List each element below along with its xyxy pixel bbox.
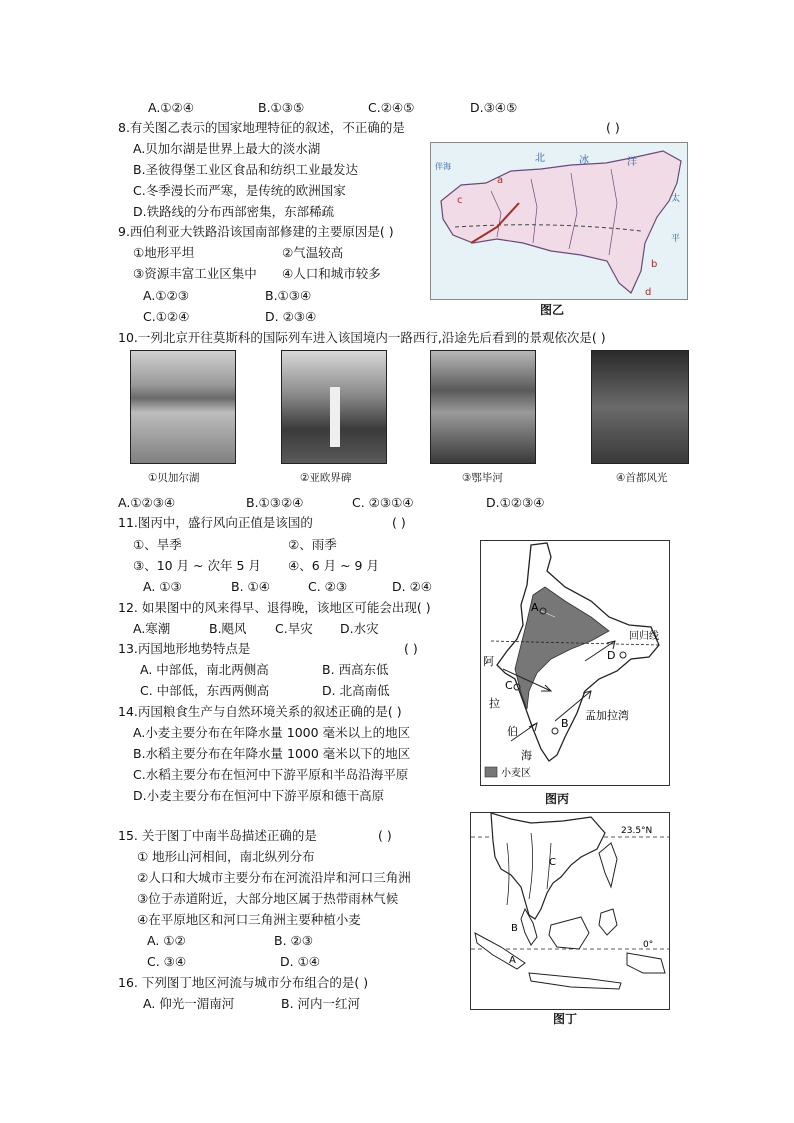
photo-caption-3: ③鄂毕河 xyxy=(462,472,503,484)
photo-europe-asia-monument xyxy=(281,350,387,464)
map-label-c: c xyxy=(457,195,463,206)
q9-option-d: D. ②③④ xyxy=(265,309,317,324)
ding-label-A: A xyxy=(509,955,516,966)
bing-label-C: C xyxy=(505,679,513,692)
map-label-ocean2: 冰 xyxy=(579,155,589,166)
q9-option-c: C.①②④ xyxy=(143,309,190,324)
q9-item-3: ③资源丰富工业区集中 xyxy=(133,266,257,281)
q11-item-3: ③、10 月 ~ 次年 5 月 xyxy=(133,558,261,573)
top-option-c: C.②④⑤ xyxy=(368,100,415,115)
q12-option-d: D.水灾 xyxy=(340,621,379,636)
top-option-d: D.③④⑤ xyxy=(470,100,518,115)
q8-option-b: B.圣彼得堡工业区食品和纺织工业最发达 xyxy=(133,162,359,177)
q15-item-4: ④在平原地区和河口三角洲主要种植小麦 xyxy=(137,912,361,927)
map-label-ocean1: 北 xyxy=(535,153,545,164)
bing-label-sea1: 阿 xyxy=(483,655,494,668)
q15-item-2: ②人口和大城市主要分布在河流沿岸和河口三角洲 xyxy=(137,870,411,885)
ding-label-equator: 0° xyxy=(643,940,654,950)
ding-label-tropic: 23.5°N xyxy=(621,826,653,836)
q11-stem: 11.图丙中，盛行风向正值是该国的 xyxy=(118,515,313,530)
q9-option-a: A.①②③ xyxy=(143,288,189,303)
q15-paren: ( ) xyxy=(378,828,392,843)
bing-label-A: A xyxy=(531,601,539,614)
russia-map-svg xyxy=(431,143,687,299)
figure-bing-caption: 图丙 xyxy=(545,792,570,806)
q8-stem: 8.有关图乙表示的国家地理特征的叙述，不正确的是 xyxy=(118,120,405,135)
top-option-b: B.①③⑤ xyxy=(258,100,305,115)
photo-ob-river xyxy=(430,350,536,464)
q14-option-d: D.小麦主要分布在恒河中下游平原和德干高原 xyxy=(133,788,385,803)
q9-stem: 9.西伯利亚大铁路沿该国南部修建的主要原因是( ) xyxy=(118,224,394,239)
q8-option-d: D.铁路线的分布西部密集，东部稀疏 xyxy=(133,204,335,219)
map-label-pac1: 太 xyxy=(671,194,681,204)
photo-capital-scenery xyxy=(591,350,689,464)
bing-label-sea3: 伯 xyxy=(507,725,518,738)
map-label-ocean3: 洋 xyxy=(627,157,637,168)
map-label-pac2: 平 xyxy=(671,234,681,244)
figure-ding-map xyxy=(470,812,670,1010)
bing-legend: 小麦区 xyxy=(501,768,531,779)
figure-ding-caption: 图丁 xyxy=(553,1012,578,1026)
q11-item-2: ②、雨季 xyxy=(288,537,337,552)
photo-caption-4: ④首都风光 xyxy=(616,472,668,484)
india-map-svg xyxy=(481,541,669,785)
q13-paren: ( ) xyxy=(404,641,418,656)
figure-yi-map xyxy=(430,142,688,300)
se-asia-map-svg xyxy=(471,813,669,1009)
q9-item-4: ④人口和城市较多 xyxy=(282,266,381,281)
q15-stem: 15. 关于图丁中南半岛描述正确的是 xyxy=(118,828,317,843)
q15-option-a: A. ①② xyxy=(147,933,186,948)
ding-label-B: B xyxy=(511,923,518,934)
bing-label-line: 回归线 xyxy=(629,631,659,642)
q8-option-a: A.贝加尔湖是世界上最大的淡水湖 xyxy=(133,141,321,156)
monument-shape xyxy=(330,387,340,447)
q10-option-b: B.①③②④ xyxy=(246,495,304,510)
q16-option-b: B. 河内一红河 xyxy=(281,996,361,1011)
q9-item-1: ①地形平坦 xyxy=(133,245,195,260)
q14-option-c: C.水稻主要分布在恒河中下游平原和半岛沿海平原 xyxy=(133,767,409,782)
ding-label-C: C xyxy=(549,857,556,868)
legend-swatch xyxy=(485,767,497,777)
q8-paren: ( ) xyxy=(606,120,620,135)
q12-option-a: A.寒潮 xyxy=(133,621,171,636)
q15-option-b: B. ②③ xyxy=(274,933,313,948)
q15-option-d: D. ①④ xyxy=(280,954,320,969)
q13-stem: 13.丙国地形地势特点是 xyxy=(118,641,251,656)
q12-option-c: C.旱灾 xyxy=(275,621,313,636)
q15-option-c: C. ③④ xyxy=(147,954,187,969)
q8-option-c: C.冬季漫长而严寒，是传统的欧洲国家 xyxy=(133,183,346,198)
q14-stem: 14.丙国粮食生产与自然环境关系的叙述正确的是( ) xyxy=(118,704,402,719)
q12-stem: 12. 如果图中的风来得早、退得晚，该地区可能会出现( ) xyxy=(118,600,431,615)
q13-option-a: A. 中部低，南北两侧高 xyxy=(140,662,269,677)
q11-paren: ( ) xyxy=(392,515,406,530)
map-label-d: d xyxy=(645,287,652,298)
q10-stem: 10.一列北京开往莫斯科的国际列车进入该国境内一路西行,沿途先后看到的景观依次是( ) xyxy=(118,330,606,345)
q10-option-c: C. ②③①④ xyxy=(352,495,414,510)
figure-yi-caption: 图乙 xyxy=(540,303,565,317)
q11-option-a: A. ①③ xyxy=(143,579,182,594)
photo-baikal xyxy=(130,350,236,464)
q11-option-c: C. ②③ xyxy=(308,579,348,594)
q16-option-a: A. 仰光一湄南河 xyxy=(143,996,235,1011)
q16-stem: 16. 下列图丁地区河流与城市分布组合的是( ) xyxy=(118,975,369,990)
q10-option-d: D.①②③④ xyxy=(486,495,545,510)
q11-option-b: B. ①④ xyxy=(231,579,270,594)
q11-item-1: ①、旱季 xyxy=(133,537,182,552)
q14-option-b: B.水稻主要分布在年降水量 1000 毫米以下的地区 xyxy=(133,746,411,761)
bing-label-bay: 孟加拉湾 xyxy=(585,709,629,722)
q11-item-4: ④、6 月 ~ 9 月 xyxy=(288,558,379,573)
q9-option-b: B.①③④ xyxy=(265,288,312,303)
q10-option-a: A.①②③④ xyxy=(118,495,176,510)
bing-label-sea2: 拉 xyxy=(489,697,500,710)
bing-label-sea4: 海 xyxy=(521,749,532,762)
q15-item-1: ① 地形山河相间，南北纵列分布 xyxy=(137,849,315,864)
q9-item-2: ②气温较高 xyxy=(282,245,344,260)
figure-bing-map xyxy=(480,540,670,786)
bing-label-D: D xyxy=(607,649,616,662)
map-label-b: b xyxy=(651,259,658,270)
bing-label-B: B xyxy=(561,717,569,730)
q13-option-c: C. 中部低，东西两侧高 xyxy=(140,683,270,698)
q13-option-b: B. 西高东低 xyxy=(322,662,389,677)
photo-caption-2: ②亚欧界碑 xyxy=(300,472,352,484)
top-option-a: A.①②④ xyxy=(148,100,194,115)
q13-option-d: D. 北高南低 xyxy=(322,683,390,698)
map-label-left: 伴海 xyxy=(435,162,451,171)
q14-option-a: A.小麦主要分布在年降水量 1000 毫米以上的地区 xyxy=(133,725,411,740)
map-label-a: a xyxy=(497,175,504,186)
q12-option-b: B.飓风 xyxy=(209,621,247,636)
q11-option-d: D. ②④ xyxy=(392,579,432,594)
photo-caption-1: ①贝加尔湖 xyxy=(148,472,200,484)
q15-item-3: ③位于赤道附近，大部分地区属于热带雨林气候 xyxy=(137,891,399,906)
